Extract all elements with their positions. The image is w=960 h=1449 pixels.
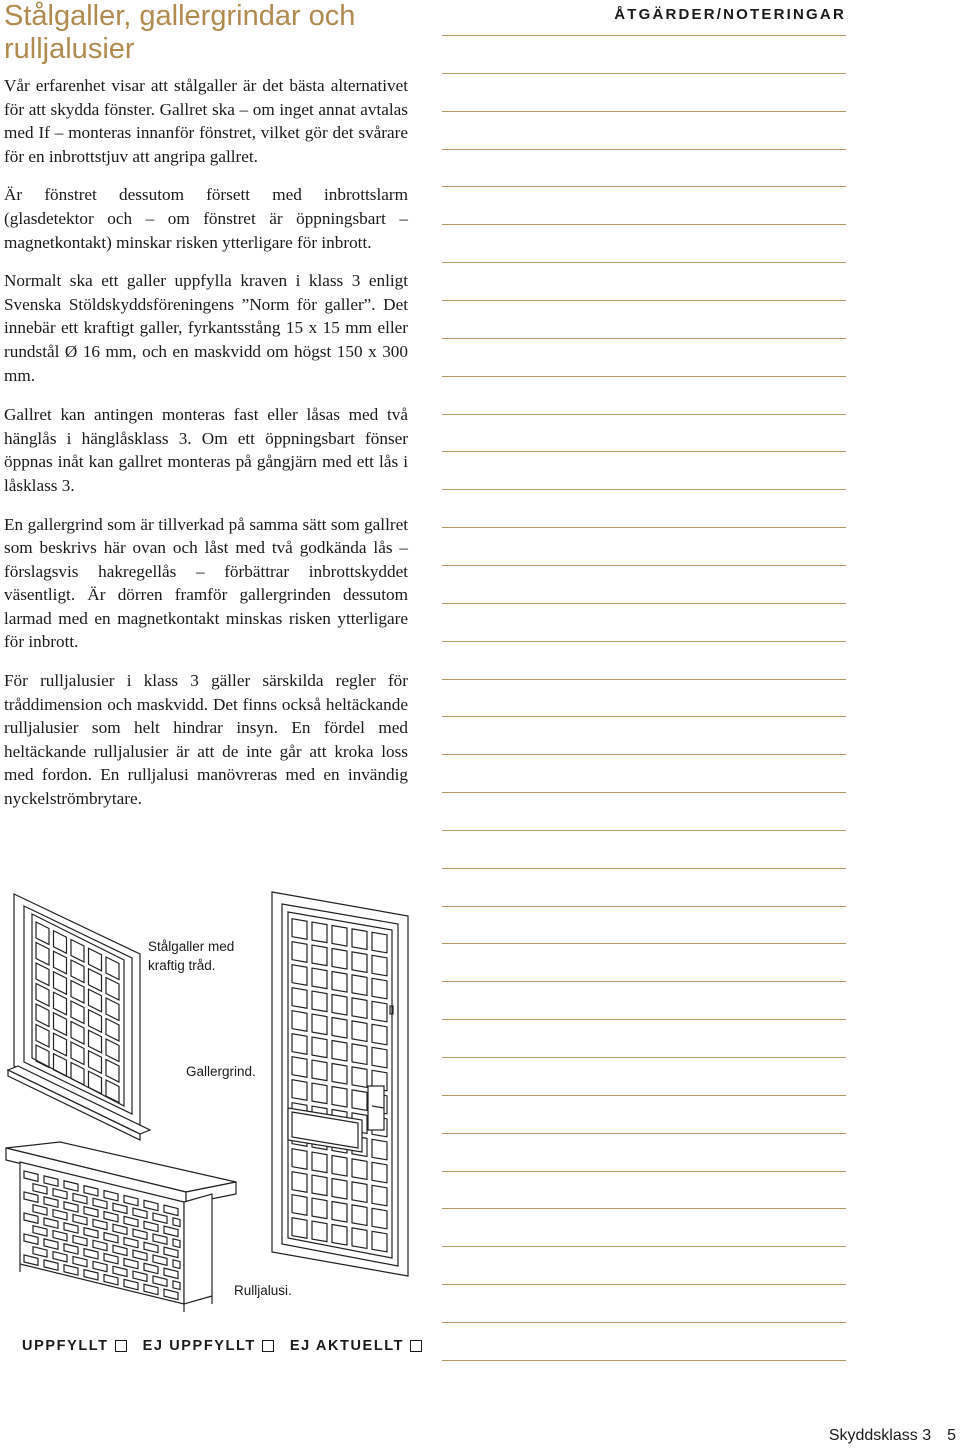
check-ej-uppfyllt-label: EJ UPPFYLLT	[142, 1338, 256, 1354]
note-line[interactable]	[442, 868, 846, 869]
note-line[interactable]	[442, 906, 846, 907]
page-title: Stålgaller, gallergrindar och rulljalusier	[4, 0, 356, 65]
note-line[interactable]	[442, 641, 846, 642]
note-line[interactable]	[442, 262, 846, 263]
note-line[interactable]	[442, 565, 846, 566]
caption-gallergrind: Gallergrind.	[186, 1064, 256, 1079]
note-line[interactable]	[442, 754, 846, 755]
paragraph-rulljalusi: För rulljalusier i klass 3 gäller särskilda regler för tråddimension och maskvidd. Det finns också heltäckande rulljalusier som helt hindrar insyn. En fördel med heltäckande rulljalusier är att de inte går att kroka loss med fordon. En rulljalusi manövreras med en invändig nyckelströmbrytare.	[4, 671, 408, 809]
note-line[interactable]	[442, 1322, 846, 1323]
note-line[interactable]	[442, 830, 846, 831]
check-ej-uppfyllt[interactable]	[143, 1338, 274, 1354]
paragraph-alarm: Är fönstret dessutom försett med inbrottslarm (glasdetektor och – om fönstret är öppningsbart – magnetkontakt) minskar risken ytterligare för inbrott.	[4, 185, 408, 252]
note-line[interactable]	[442, 1057, 846, 1058]
note-line[interactable]	[442, 527, 846, 528]
page-footer	[829, 1427, 956, 1445]
note-line[interactable]	[442, 111, 846, 112]
paragraph-intro: Vår erfarenhet visar att stålgaller är det bästa alternativet för att skydda fönster. Gallret ska – om inget annat avtalas med If – monteras innanför fönstret, vilket gör det svårare för en inbrottstjuv att angripa gallret.	[4, 76, 408, 166]
caption-stalgaller: Stålgaller med kraftig tråd.	[148, 939, 235, 973]
note-line[interactable]	[442, 943, 846, 944]
note-line[interactable]	[442, 149, 846, 150]
check-ej-aktuellt-label: EJ AKTUELLT	[289, 1338, 405, 1354]
note-line[interactable]	[442, 1360, 846, 1361]
gate-door-illustration	[272, 892, 408, 1276]
note-line[interactable]	[442, 489, 846, 490]
note-line[interactable]	[442, 1246, 846, 1247]
note-line[interactable]	[442, 679, 846, 680]
note-line[interactable]	[442, 376, 846, 377]
note-line[interactable]	[442, 1208, 846, 1209]
body-text	[4, 74, 408, 826]
note-line[interactable]	[442, 451, 846, 452]
note-line[interactable]	[442, 981, 846, 982]
note-line[interactable]	[442, 1171, 846, 1172]
check-uppfyllt[interactable]	[22, 1338, 127, 1354]
paragraph-gallergrind: En gallergrind som är tillverkad på samma sätt som gallret som beskrivs här ovan och låst med två godkända lås – förslagsvis hakregellås – förbättrar inbrottskyddet väsentligt. Är dörren framför gallergrinden dessutom larmad med en magnetkontakt minskas risken ytterligare för inbrott.	[4, 514, 408, 652]
note-line[interactable]	[442, 1019, 846, 1020]
check-ej-aktuellt[interactable]	[290, 1338, 422, 1354]
note-line[interactable]	[442, 792, 846, 793]
checkbox-icon[interactable]	[410, 1340, 422, 1352]
note-line[interactable]	[442, 414, 846, 415]
note-line[interactable]	[442, 73, 846, 74]
note-line[interactable]	[442, 1095, 846, 1096]
note-line[interactable]	[442, 35, 846, 36]
page-number: 5	[947, 1427, 956, 1444]
note-line[interactable]	[442, 186, 846, 187]
roller-shutter-illustration	[6, 1142, 236, 1312]
caption-rulljalusi: Rulljalusi.	[234, 1283, 292, 1298]
paragraph-norm: Normalt ska ett galler uppfylla kraven i klass 3 enligt Svenska Stöldskyddsföreningens ”Norm för galler”. Det innebär ett kraftigt galler, fyrkantsstång 15 x 15 mm eller rundstål Ø 16 mm, och en maskvidd om högst 150 x 300 mm.	[4, 271, 408, 385]
check-uppfyllt-label: UPPFYLLT	[22, 1338, 109, 1354]
note-line[interactable]	[442, 603, 846, 604]
checkbox-icon[interactable]	[262, 1340, 274, 1352]
note-line[interactable]	[442, 338, 846, 339]
note-line[interactable]	[442, 716, 846, 717]
compliance-checklist	[22, 1338, 422, 1354]
note-line[interactable]	[442, 1133, 846, 1134]
paragraph-mounting: Gallret kan antingen monteras fast eller låsas med två hänglås i hänglåsklass 3. Om ett öppningsbart fönser öppnas inåt kan gallret monteras på gångjärn med ett lås i låsklass 3.	[4, 405, 408, 495]
notes-heading: ÅTGÄRDER/NOTERINGAR	[614, 6, 846, 23]
window-grille-illustration	[8, 894, 150, 1140]
note-line[interactable]	[442, 300, 846, 301]
footer-section: Skyddsklass 3	[828, 1427, 932, 1444]
note-line[interactable]	[442, 224, 846, 225]
note-line[interactable]	[442, 1284, 846, 1285]
checkbox-icon[interactable]	[115, 1340, 127, 1352]
